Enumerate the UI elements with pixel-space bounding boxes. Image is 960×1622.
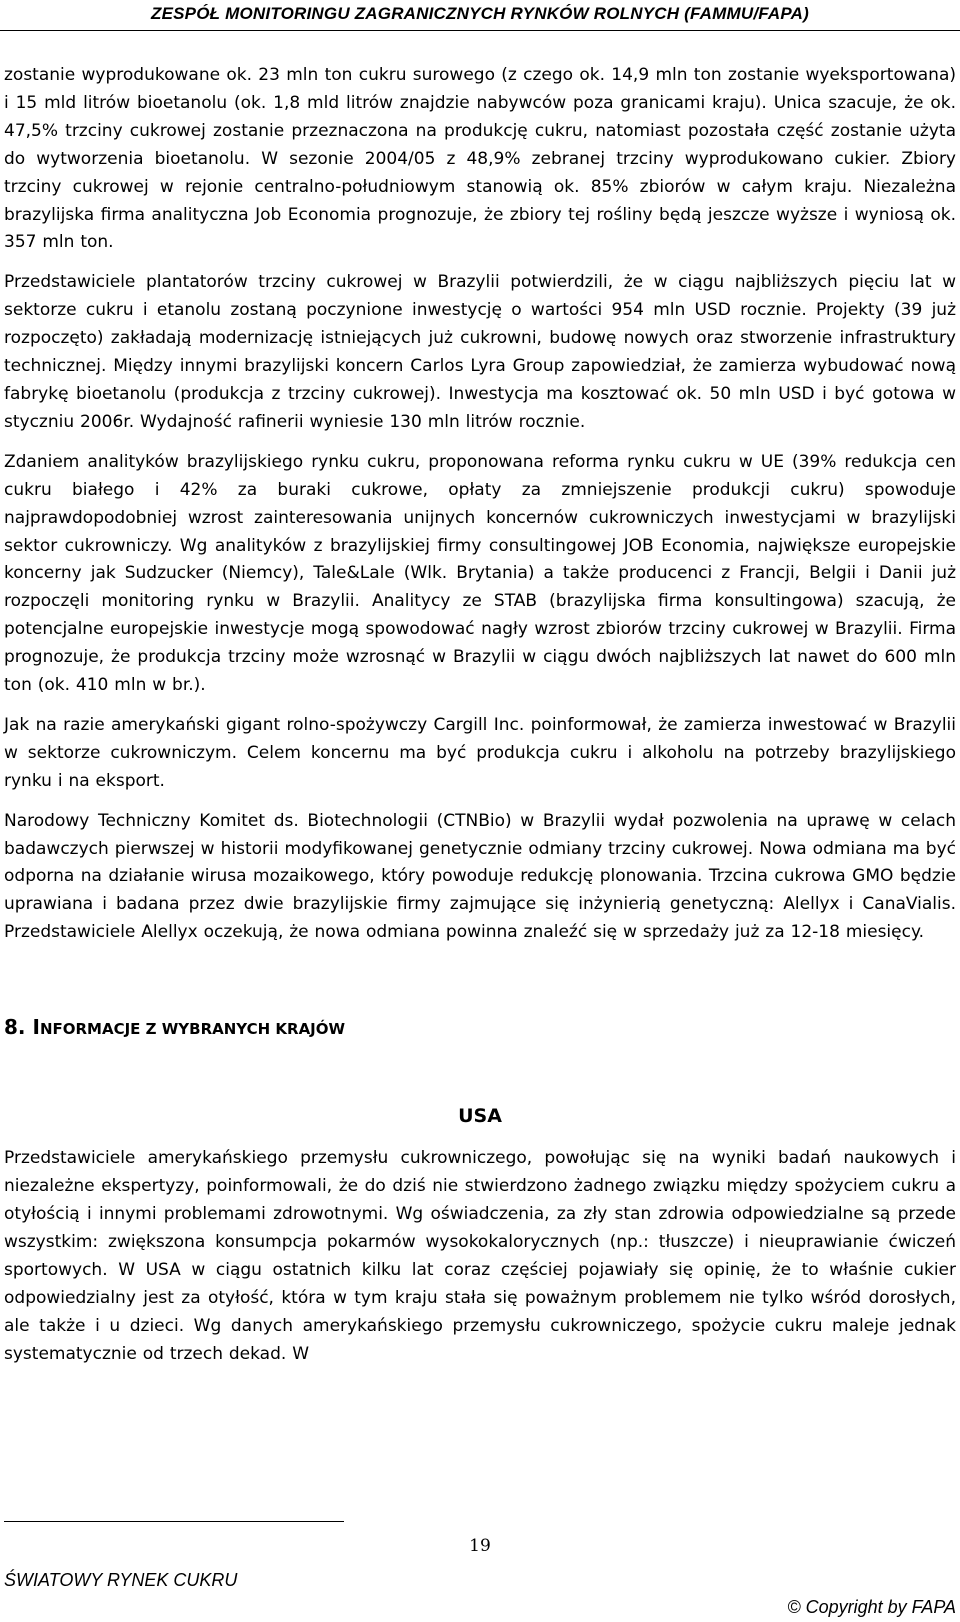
footer-copyright: © Copyright by FAPA [787,1597,956,1617]
paragraph-eu-reform: Zdaniem analityków brazylijskiego rynku cukru, proponowana reforma rynku cukru w UE (39% redukcja cen cukru białego i 42% za buraki cukrowe, opłaty za zmniejszenie produkcji cukru) spowoduje najprawdopodobniej wzrost zainteresowania unijnych koncernów cukrowniczych inwestycjami w brazylijski sektor cukrowniczy. Wg analityków z brazylijskiej firmy consultingowej JOB Economia, największe europejskie koncerny jak Sudzucker (Niemcy), Tale&Lale (Wlk. Brytania) a także producenci z Francji, Belgii i Danii już rozpoczęli monitoring rynku w Brazylii. Analitycy ze STAB (brazylijska firma konsultingowa) szacują, że potencjalne europejskie inwestycje mogą spowodować nagły wzrost zbiorów trzciny cukrowej w Brazylii. Firma prognozuje, że produkcja trzciny może wzrosnąć w Brazylii w ciągu dwóch najbliższych lat nawet do 600 mln ton (ok. 410 mln w br.). [4,451,956,696]
paragraph-ctnbio: Narodowy Techniczny Komitet ds. Biotechnologii (CTNBio) w Brazylii wydał pozwolenia na uprawę w celach badawczych pierwszej w historii modyfikowanej genetycznie odmiany trzciny cukrowej. Nowa odmiana ma być odporna na działanie wirusa mozaikowego, który powoduje redukcję plonowania. Trzcina cukrowa GMO będzie uprawiana i badana przez dwie brazylijskie firmy zajmujące się inżynierią genetyczną: Alellyx i CanaVialis. Przedstawiciele Alellyx oczekują, że nowa odmiana powinna znaleźć się w sprzedaży już za 12-18 miesięcy. [4,810,956,943]
paragraph-usa: Przedstawiciele amerykańskiego przemysłu cukrowniczego, powołując się na wyniki badań naukowych i niezależne ekspertyzy, poinformowali, że do dziś nie stwierdzono żadnego związku między spożyciem cukru a otyłością i innymi problemami zdrowotnymi. Wg oświadczenia, za zły stan zdrowia odpowiedzialne są przede wszystkim: zwiększona konsumpcja pokarmów wysokokalorycznych (np.: tłuszcze) i nieuprawianie ćwiczeń sportowych. W USA w ciągu ostatnich kilku lat coraz częściej pojawiały się opinię, że to właśnie cukier odpowiedzialny jest za otyłość, która w tym kraju stała się poważnym problemem nie tylko wśród dorosłych, ale także i u dzieci. Wg danych amerykańskiego przemysłu cukrowniczego, spożycie cukru maleje jednak systematycznie od trzech dekad. W [4,1148,956,1364]
footer-publication-title: ŚWIATOWY RYNEK CUKRU [4,1570,238,1590]
header-divider [0,30,960,31]
section-title-rest: NFORMACJE Z WYBRANYCH KRAJÓW [39,1020,346,1039]
footer-divider [4,1521,344,1522]
section-heading [4,1013,956,1043]
paragraph-cargill: Jak na razie amerykański gigant rolno-spożywczy Cargill Inc. poinformował, że zamierza inwestować w Brazylii w sektorze cukrowniczym. Celem koncernu ma być produkcja cukru i alkoholu na potrzeby brazylijskiego rynku i na eksport. [4,714,956,791]
page-header-title: ZESPÓŁ MONITORINGU ZAGRANICZNYCH RYNKÓW ROLNYCH (FAMMU/FAPA) [151,4,809,23]
page-number: 19 [469,1536,491,1556]
section-title-initial: I [32,1015,40,1040]
document-body [4,62,956,1380]
country-heading: USA [458,1105,502,1128]
paragraph-brazil-investments: Przedstawiciele plantatorów trzciny cukrowej w Brazylii potwierdzili, że w ciągu najbliższych pięciu lat w sektorze cukru i etanolu zostaną poczynione inwestycję o wartości 954 mln USD rocznie. Projekty (39 już rozpoczęto) zakładają modernizację istniejących już cukrowni, budowę nowych oraz stworzenie infrastruktury technicznej. Między innymi brazylijski koncern Carlos Lyra Group zapowiedział, że zamierza wybudować nową fabrykę bioetanolu (produkcja z trzciny cukrowej). Inwestycja ma kosztować ok. 50 mln USD i być gotowa w styczniu 2006r. Wydajność rafinerii wyniesie 130 mln litrów rocznie. [4,272,956,432]
paragraph-brazil-harvest: zostanie wyprodukowane ok. 23 mln ton cukru surowego (z czego ok. 14,9 mln ton zostanie wyeksportowana) i 15 mld litrów bioetanolu (ok. 1,8 mld litrów znajdzie nabywców poza granicami kraju). Unica szacuje, że ok. 47,5% trzciny cukrowej zostanie przeznaczona na produkcję cukru, natomiast pozostała część zostanie użyta do wytworzenia bioetanolu. W sezonie 2004/05 z 48,9% zebranej trzciny wyprodukowano cukier. Zbiory trzciny cukrowej w rejonie centralno-południowym stanowią ok. 85% zbiorów w całym kraju. Niezależna brazylijska firma analityczna Job Economia prognozuje, że zbiory tej rośliny będą jeszcze wyższe i wyniosą ok. 357 mln ton. [4,65,956,253]
section-number: 8. [4,1015,26,1040]
